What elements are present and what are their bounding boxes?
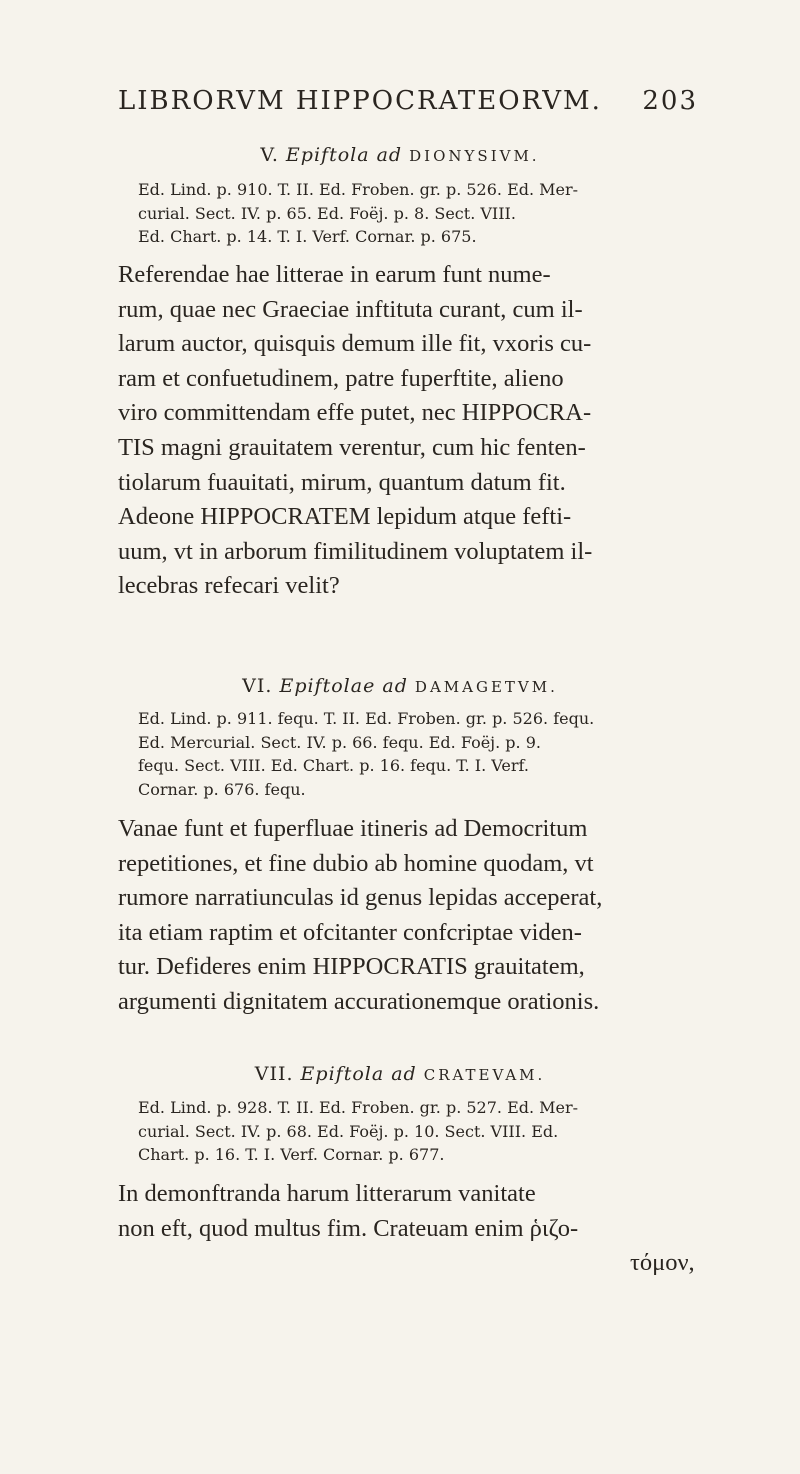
edition-references [138, 178, 698, 249]
section-heading [0, 675, 800, 697]
text-line: Vanae funt et fuperfluae itineris ad Democritum [118, 815, 588, 842]
text-line: TIS magni grauitatem verentur, cum hic fenten- [118, 433, 586, 461]
edition-line: Ed. Lind. p. 910. T. II. Ed. Froben. gr. p. 526. Ed. Mer- [138, 180, 579, 199]
section-title: Epiftola [285, 144, 370, 166]
section-body [118, 812, 698, 1020]
page-number: 203 [642, 86, 698, 116]
section-numeral: VI. [242, 675, 273, 697]
section-numeral: V. [260, 144, 279, 166]
text-line: rumore narratiunculas id genus lepidas acceperat, [118, 884, 603, 912]
text-line: lecebras refecari velit? [118, 572, 340, 600]
text-line: argumenti dignitatem accurationemque orationis. [118, 987, 600, 1015]
edition-line: Ed. Chart. p. 14. T. I. Verf. Cornar. p. 675. [138, 227, 477, 246]
text-line: repetitiones, et fine dubio ab homine quodam, vt [118, 849, 594, 877]
text-line: uum, vt in arborum fimilitudinem voluptatem il- [118, 537, 593, 565]
edition-line: Chart. p. 16. T. I. Verf. Cornar. p. 677. [138, 1145, 445, 1164]
section-addressee: DAMAGETVM. [414, 678, 558, 696]
section-prep: ad [391, 1063, 417, 1085]
section-body [118, 258, 698, 604]
section-title: Epiftolae [279, 675, 376, 697]
edition-references [138, 707, 698, 801]
text-line: ita etiam raptim et ofcitanter confcriptae viden- [118, 918, 582, 946]
section-body [118, 1177, 698, 1281]
section-heading [0, 1063, 800, 1085]
text-line: larum auctor, quisquis demum ille fit, vxoris cu- [118, 330, 592, 358]
section-prep: ad [376, 144, 403, 166]
text-line: τόμον, [630, 1249, 695, 1277]
text-line: viro committendam effe putet, nec HIPPOCRA- [118, 399, 592, 427]
section-prep: ad [382, 675, 408, 697]
edition-line: curial. Sect. IV. p. 65. Ed. Foëj. p. 8. Sect. VIII. [138, 203, 516, 223]
edition-line: curial. Sect. IV. p. 68. Ed. Foëj. p. 10. Sect. VIII. Ed. [138, 1121, 559, 1141]
text-line: In demonftranda harum litterarum vanitate [118, 1180, 536, 1207]
text-line: rum, quae nec Graeciae inftituta curant, cum il- [118, 295, 583, 323]
text-line: tur. Defideres enim HIPPOCRATIS grauitatem, [118, 953, 585, 981]
section-numeral: VII. [254, 1063, 294, 1085]
edition-line: Ed. Lind. p. 911. fequ. T. II. Ed. Froben. gr. p. 526. fequ. [138, 709, 595, 728]
text-line: ram et confuetudinem, patre fuperftite, alieno [118, 364, 564, 392]
text-line: Referendae hae litterae in earum funt nume- [118, 261, 551, 288]
section-heading [0, 144, 800, 166]
edition-line: Cornar. p. 676. fequ. [138, 779, 306, 799]
edition-line: Ed. Mercurial. Sect. IV. p. 66. fequ. Ed. Foëj. p. 9. [138, 732, 541, 752]
section-title: Epiftola [300, 1063, 385, 1085]
section-addressee: DIONYSIVM. [409, 147, 540, 165]
edition-line: fequ. Sect. VIII. Ed. Chart. p. 16. fequ. T. I. Verf. [138, 756, 529, 775]
text-line: Adeone HIPPOCRATEM lepidum atque fefti- [118, 503, 572, 531]
text-line: tiolarum fuauitati, mirum, quantum datum fit. [118, 468, 566, 496]
running-title: LIBRORVM HIPPOCRATEORVM. [118, 86, 602, 116]
edition-line: Ed. Lind. p. 928. T. II. Ed. Froben. gr. p. 527. Ed. Mer- [138, 1098, 579, 1117]
text-line: non eft, quod multus fim. Crateuam enim ῥιζο- [118, 1214, 579, 1242]
edition-references [138, 1096, 698, 1167]
section-addressee: CRATEVAM. [423, 1066, 546, 1084]
